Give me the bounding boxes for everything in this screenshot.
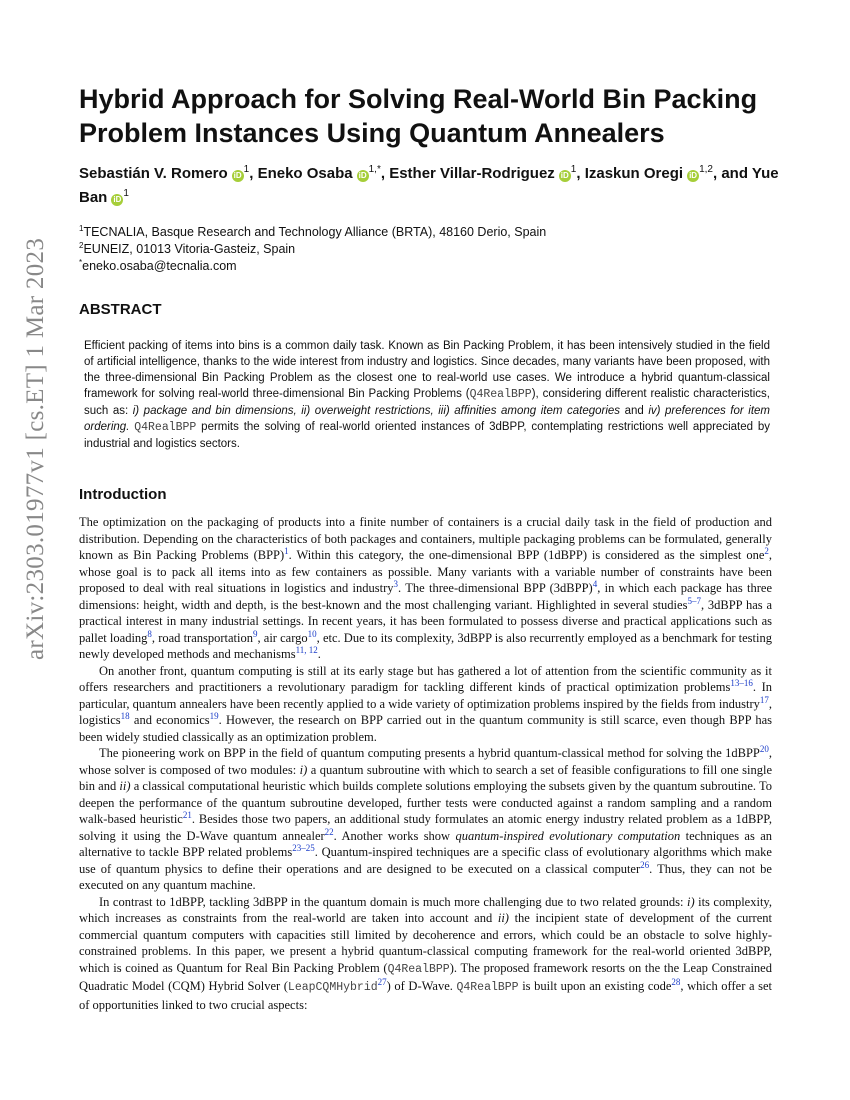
affiliation-marker: 2 bbox=[79, 240, 84, 250]
affiliations bbox=[79, 224, 779, 275]
abstract-italic: iv) preferences for item ordering. bbox=[84, 405, 770, 433]
affiliation-marker: 1,* bbox=[368, 164, 381, 175]
abstract-text: and bbox=[620, 405, 649, 417]
code-name: LeapCQMHybrid bbox=[287, 981, 378, 994]
citation-link[interactable]: 28 bbox=[671, 976, 681, 987]
affiliation-marker: * bbox=[79, 257, 83, 267]
affiliation-marker: 1 bbox=[79, 223, 84, 233]
citation-link[interactable]: 11, 12 bbox=[295, 644, 318, 655]
code-name: Q4RealBPP bbox=[387, 962, 450, 976]
citation-link[interactable]: 3 bbox=[393, 578, 399, 589]
abstract-text: permits the solving of real-world oriented instances of 3dBPP, contemplating restrictions well appreciated by industrial and logistics sectors. bbox=[84, 421, 770, 450]
citation-link[interactable]: 23–25 bbox=[292, 842, 315, 853]
citation-link[interactable]: 20 bbox=[759, 743, 769, 754]
corresponding-email[interactable]: eneko.osaba@tecnalia.com bbox=[82, 259, 237, 273]
affiliation-marker: 1 bbox=[243, 164, 250, 175]
code-name: Q4RealBPP bbox=[456, 981, 519, 994]
author-name[interactable]: Yue Ban bbox=[79, 165, 779, 206]
citation-link[interactable]: 19 bbox=[209, 710, 219, 721]
affiliation-line bbox=[79, 224, 779, 241]
author-name[interactable]: Esther Villar-Rodriguez bbox=[389, 165, 555, 182]
affiliation-marker: 1 bbox=[123, 188, 129, 199]
citation-link[interactable]: 4 bbox=[592, 578, 598, 589]
affiliation-line bbox=[79, 258, 779, 275]
citation-link[interactable]: 1 bbox=[284, 545, 289, 556]
paper-title: Hybrid Approach for Solving Real-World Bin Packing Problem Instances Using Quantum Annealers bbox=[79, 84, 758, 148]
abstract-body bbox=[84, 338, 770, 452]
citation-link[interactable]: 13–16 bbox=[730, 677, 753, 688]
separator: , bbox=[249, 165, 258, 182]
citation-link[interactable]: 22 bbox=[324, 826, 334, 837]
separator: , bbox=[380, 165, 390, 182]
author-name[interactable]: Eneko Osaba bbox=[257, 165, 353, 182]
orcid-icon[interactable]: iD bbox=[358, 171, 367, 180]
orcid-icon[interactable]: iD bbox=[560, 171, 569, 180]
citation-link[interactable]: 10 bbox=[307, 628, 317, 639]
citation-link[interactable]: 21 bbox=[182, 809, 192, 820]
citation-link[interactable]: 5–7 bbox=[687, 595, 701, 606]
citation-link[interactable]: 17 bbox=[759, 694, 769, 705]
orcid-icon[interactable]: iD bbox=[689, 171, 698, 180]
citation-link[interactable]: 26 bbox=[640, 859, 650, 870]
abstract-text: Efficient packing of items into bins is a common daily task. Known as Bin Packing Problem, it has been intensively studied in the field of artificial intelligence, thanks to the wide interest from industry and logistics. Since decades, many variants have been proposed, with the three-dimensional Bin Packing Problem as the closest one to real-world use cases. We introduce a hybrid quantum-classical framework for solving real-world three-dimensional Bin Packing Problems ( bbox=[84, 340, 770, 400]
citation-link[interactable]: 2 bbox=[764, 545, 769, 556]
code-name: Q4RealBPP bbox=[134, 421, 197, 434]
citation-link[interactable]: 18 bbox=[120, 710, 130, 721]
abstract-text: ), considering different realistic characteristics, such as: bbox=[84, 388, 770, 417]
affiliation-text: TECNALIA, Basque Research and Technology Alliance (BRTA), 48160 Derio, Spain bbox=[83, 225, 547, 239]
paragraph: On another front, quantum computing is still at its early stage but has gathered a lot of attention from the scientific community as it offers researchers and practitioners a revolutionary paradigm for tackling different kinds of practical optimization problems$^{13-16}$. In particular, quantum annealers have been recently applied to a wide variety of optimization problems inspired by the fields from industry$^{17}$, logistics$^{18}$ and economics$^{19}$. However, the research on BPP carried out in the quantum community is still scarce, even though BPP has been widely studied classically as an optimization problem. bbox=[79, 663, 772, 744]
affiliation-marker: 1,2 bbox=[699, 164, 713, 175]
author-name[interactable]: Izaskun Oregi bbox=[584, 165, 684, 182]
orcid-icon[interactable]: iD bbox=[233, 171, 242, 180]
arxiv-identifier-stamp: arXiv:2303.01977v1 [cs.ET] 1 Mar 2023 bbox=[22, 237, 49, 660]
paragraph: The optimization on the packaging of products into a finite number of containers is a crucial daily task in the field of production and distribution. Depending on the characteristics of both packages and containers, multiple packaging problems can be formulated, generally known as Bin Packing Problems (BPP)$^1$. Within this category, the one-dimensional BPP (1dBPP) is considered as the simplest one$^2$, whose goal is to pack all items into as few containers as possible. Many variants with a variable number of constraints have been proposed to deal with real situations in logistics and industry$^3$. The three-dimensional BPP (3dBPP)$^4$, in which each package has three dimensions: height, width and depth, is the best-known and the most challenging variant. Highlighted in several studies$^{5-7}$, 3dBPP has a practical interest in many industrial settings. In recent years, it has been formulated to possess diverse and practical applications such as pallet loading$^8$, road transportation$^9$, air cargo$^{10}$, etc. Due to its complexity, 3dBPP is also recurrently employed as a benchmark for testing newly developed methods and mechanisms$^{11, 12}$. bbox=[79, 515, 772, 661]
separator: , bbox=[576, 165, 585, 182]
citation-link[interactable]: 9 bbox=[253, 628, 258, 639]
abstract-heading: ABSTRACT bbox=[79, 301, 162, 318]
section-heading-introduction: Introduction bbox=[79, 486, 167, 503]
separator: , and bbox=[712, 165, 752, 182]
paragraph: In contrast to 1dBPP, tackling 3dBPP in the quantum domain is much more challenging due to two related grounds: i) its complexity, which increases as constraints from the real-world are taken into account and ii) the incipient state of development of the current commercial quantum computers with capacities still limited by decoherence and errors, which could be an obstacle to solve highly-constrained problems. In this paper, we present a hybrid quantum-classical computing framework for the real-world oriented 3dBPP, which is coined as Quantum for Real Bin Packing Problem (Q4RealBPP). The proposed framework resorts on the the Leap Constrained Quadratic Model (CQM) Hybrid Solver (LeapCQMHybrid$^{27}$) of D-Wave. Q4RealBPP is built upon an existing code$^{28}$, which offer a set of opportunities linked to two crucial aspects: bbox=[79, 894, 772, 1012]
author-list bbox=[79, 162, 779, 210]
code-name: Q4RealBPP bbox=[469, 388, 532, 401]
abstract-italic: i) package and bin dimensions, ii) overweight restrictions, iii) affinities among item categories bbox=[132, 405, 621, 417]
affiliation-line bbox=[79, 241, 779, 258]
introduction-body bbox=[79, 514, 772, 1013]
orcid-icon[interactable]: iD bbox=[113, 195, 122, 204]
paragraph: The pioneering work on BPP in the field of quantum computing presents a hybrid quantum-classical method for solving the 1dBPP$^{20}$, whose solver is composed of two modules: i) a quantum subroutine with which to search a set of feasible configurations to fill one single bin and ii) a classical computational heuristic which builds complete solutions employing the subsets given by the quantum subroutine. To deepen the performance of the quantum subroutine developed, further tests were conducted against a random sampling and a random walk-based heuristic$^{21}$. Besides those two papers, an additional study formulates an atomic energy industry related problem as a 1dBPP, solving it using the D-Wave quantum annealer$^{22}$. Another works show quantum-inspired evolutionary computation techniques as an alternative to tackle BPP related problems$^{23-25}$. Quantum-inspired techniques are a specific class of evolutionary algorithms which make use of quantum physics to define their operations and are designed to be executed on a classical computer$^{26}$. Thus, they can not be executed on any quantum machine. bbox=[79, 743, 773, 892]
affiliation-text: EUNEIZ, 01013 Vitoria-Gasteiz, Spain bbox=[83, 242, 296, 256]
affiliation-marker: 1 bbox=[570, 164, 577, 175]
citation-link[interactable]: 27 bbox=[377, 976, 387, 987]
author-name[interactable]: Sebastián V. Romero bbox=[79, 165, 228, 182]
citation-link[interactable]: 8 bbox=[147, 628, 152, 639]
